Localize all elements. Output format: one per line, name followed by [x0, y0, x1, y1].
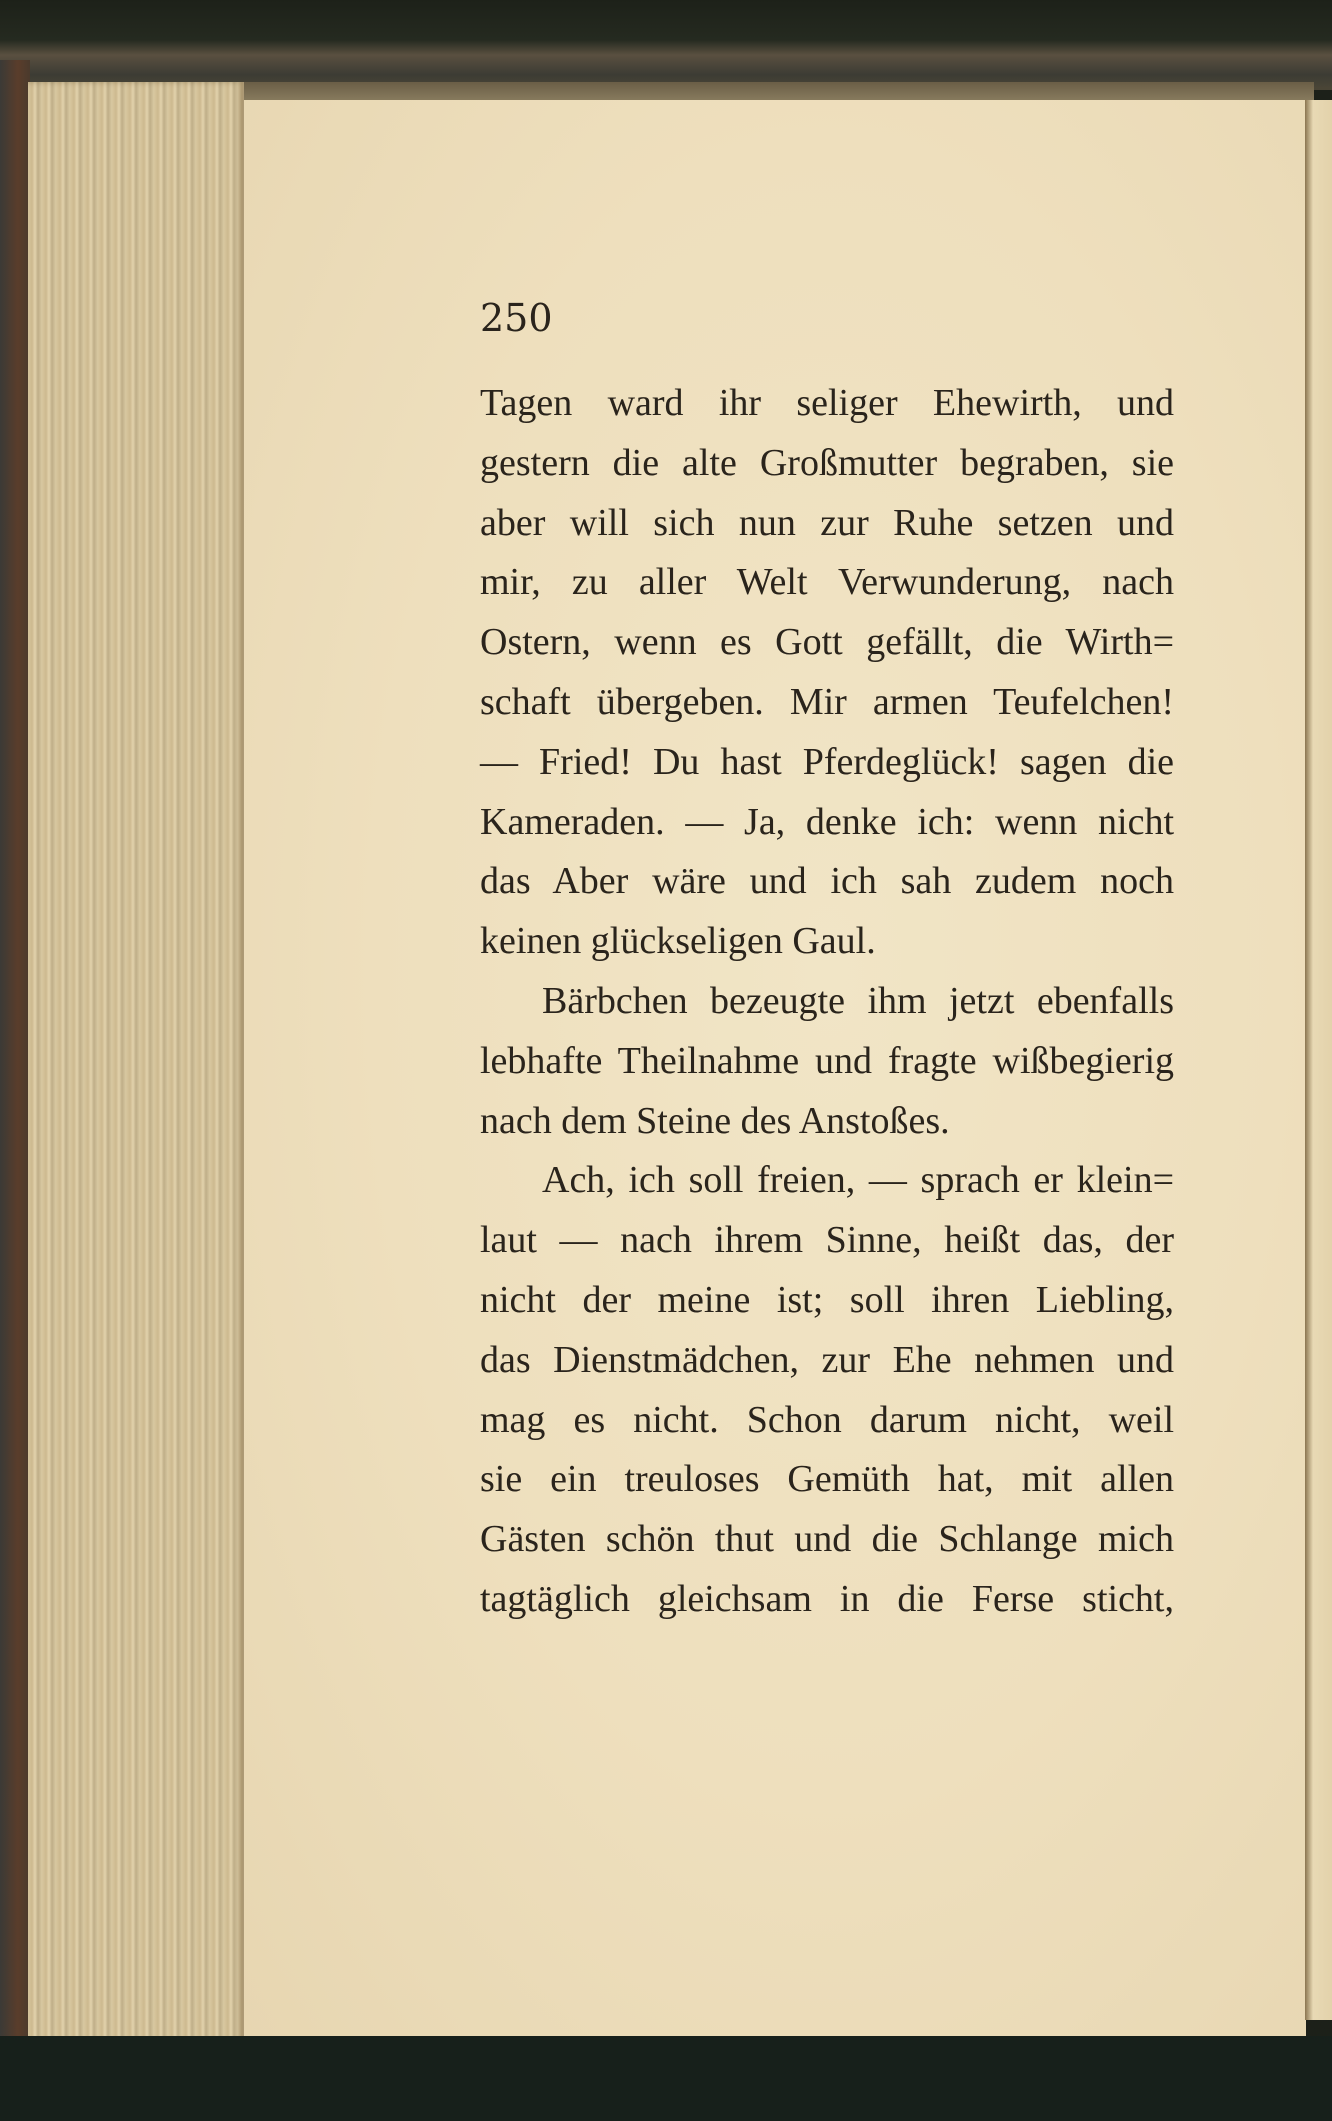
page-number: 250	[480, 296, 553, 340]
book-cover-spine	[0, 60, 30, 2060]
text-line: tagtäglich gleichsam in die Ferse sticht,	[480, 1578, 1174, 1620]
text-line: laut — nach ihrem Sinne, heißt das, der	[480, 1219, 1174, 1262]
text-line: gestern die alte Großmutter begraben, sie	[480, 441, 1174, 484]
text-line: Ostern, wenn es Gott gefällt, die Wirth=	[480, 621, 1174, 664]
text-line: aber will sich nun zur Ruhe setzen und	[480, 501, 1174, 544]
text-line: nach dem Steine des Anstoßes.	[480, 1099, 950, 1142]
text-line: Kameraden. — Ja, denke ich: wenn nicht	[480, 800, 1174, 843]
page-edges-stack	[28, 82, 244, 2042]
text-line: Tagen ward ihr seliger Ehewirth, und	[480, 382, 1174, 424]
text-line: Ach, ich soll freien, — sprach er klein=	[542, 1159, 1174, 1202]
text-line: mag es nicht. Schon darum nicht, weil	[480, 1398, 1174, 1441]
book-cover-top	[0, 0, 1332, 90]
text-line: nicht der meine ist; soll ihren Liebling,	[480, 1279, 1174, 1321]
background-bottom	[0, 2036, 1332, 2121]
text-line: schaft übergeben. Mir armen Teufelchen!	[480, 681, 1174, 723]
text-line: das Dienstmädchen, zur Ehe nehmen und	[480, 1338, 1174, 1381]
text-line: — Fried! Du hast Pferdeglück! sagen die	[480, 740, 1174, 783]
text-line: sie ein treuloses Gemüth hat, mit allen	[480, 1458, 1174, 1501]
text-line: Bärbchen bezeugte ihm jetzt ebenfalls	[542, 980, 1174, 1022]
text-line: Gästen schön thut und die Schlange mich	[480, 1518, 1174, 1561]
text-line: keinen glückseligen Gaul.	[480, 920, 876, 963]
text-line: mir, zu aller Welt Verwunderung, nach	[480, 561, 1174, 604]
text-line: das Aber wäre und ich sah zudem noch	[480, 860, 1174, 903]
next-page-edge	[1305, 100, 1332, 2020]
text-line: lebhafte Theilnahme und fragte wißbegierig	[480, 1039, 1174, 1082]
